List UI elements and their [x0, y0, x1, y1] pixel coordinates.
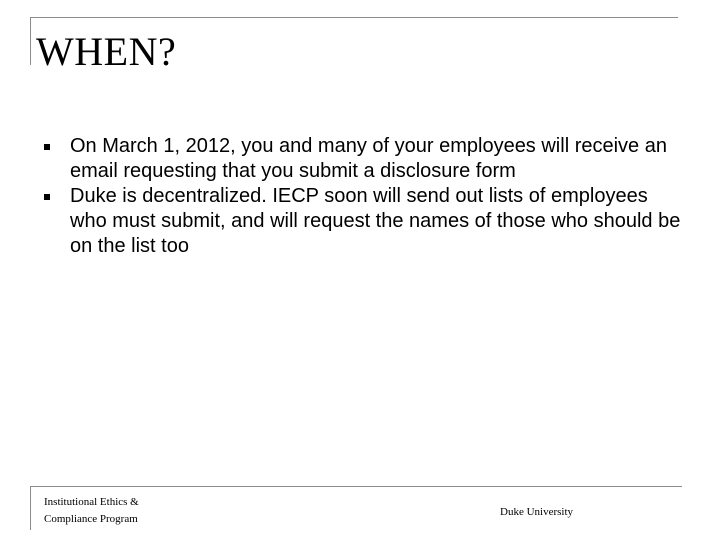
- square-bullet-icon: [44, 194, 50, 200]
- title-top-rule: [30, 17, 678, 18]
- bullet-text: Duke is decentralized. IECP soon will send out lists of employees who must submit, and will request the names of those who should be on the list too: [70, 185, 681, 257]
- footer-org-line-2: Compliance Program: [44, 513, 138, 525]
- bullet-list: [44, 134, 684, 259]
- square-bullet-icon: [44, 144, 50, 150]
- footer-left-rule: [30, 486, 31, 530]
- footer-org-line-1: Institutional Ethics &: [44, 496, 139, 508]
- footer-organization: [44, 494, 139, 528]
- title-left-rule: [30, 17, 31, 65]
- footer-top-rule: [30, 486, 682, 487]
- slide-title: WHEN?: [36, 29, 177, 74]
- footer-university: Duke University: [500, 506, 574, 518]
- bullet-item: [44, 184, 684, 259]
- bullet-text: On March 1, 2012, you and many of your employees will receive an email requesting that you submit a disclosure form: [70, 135, 667, 182]
- bullet-item: [44, 134, 684, 184]
